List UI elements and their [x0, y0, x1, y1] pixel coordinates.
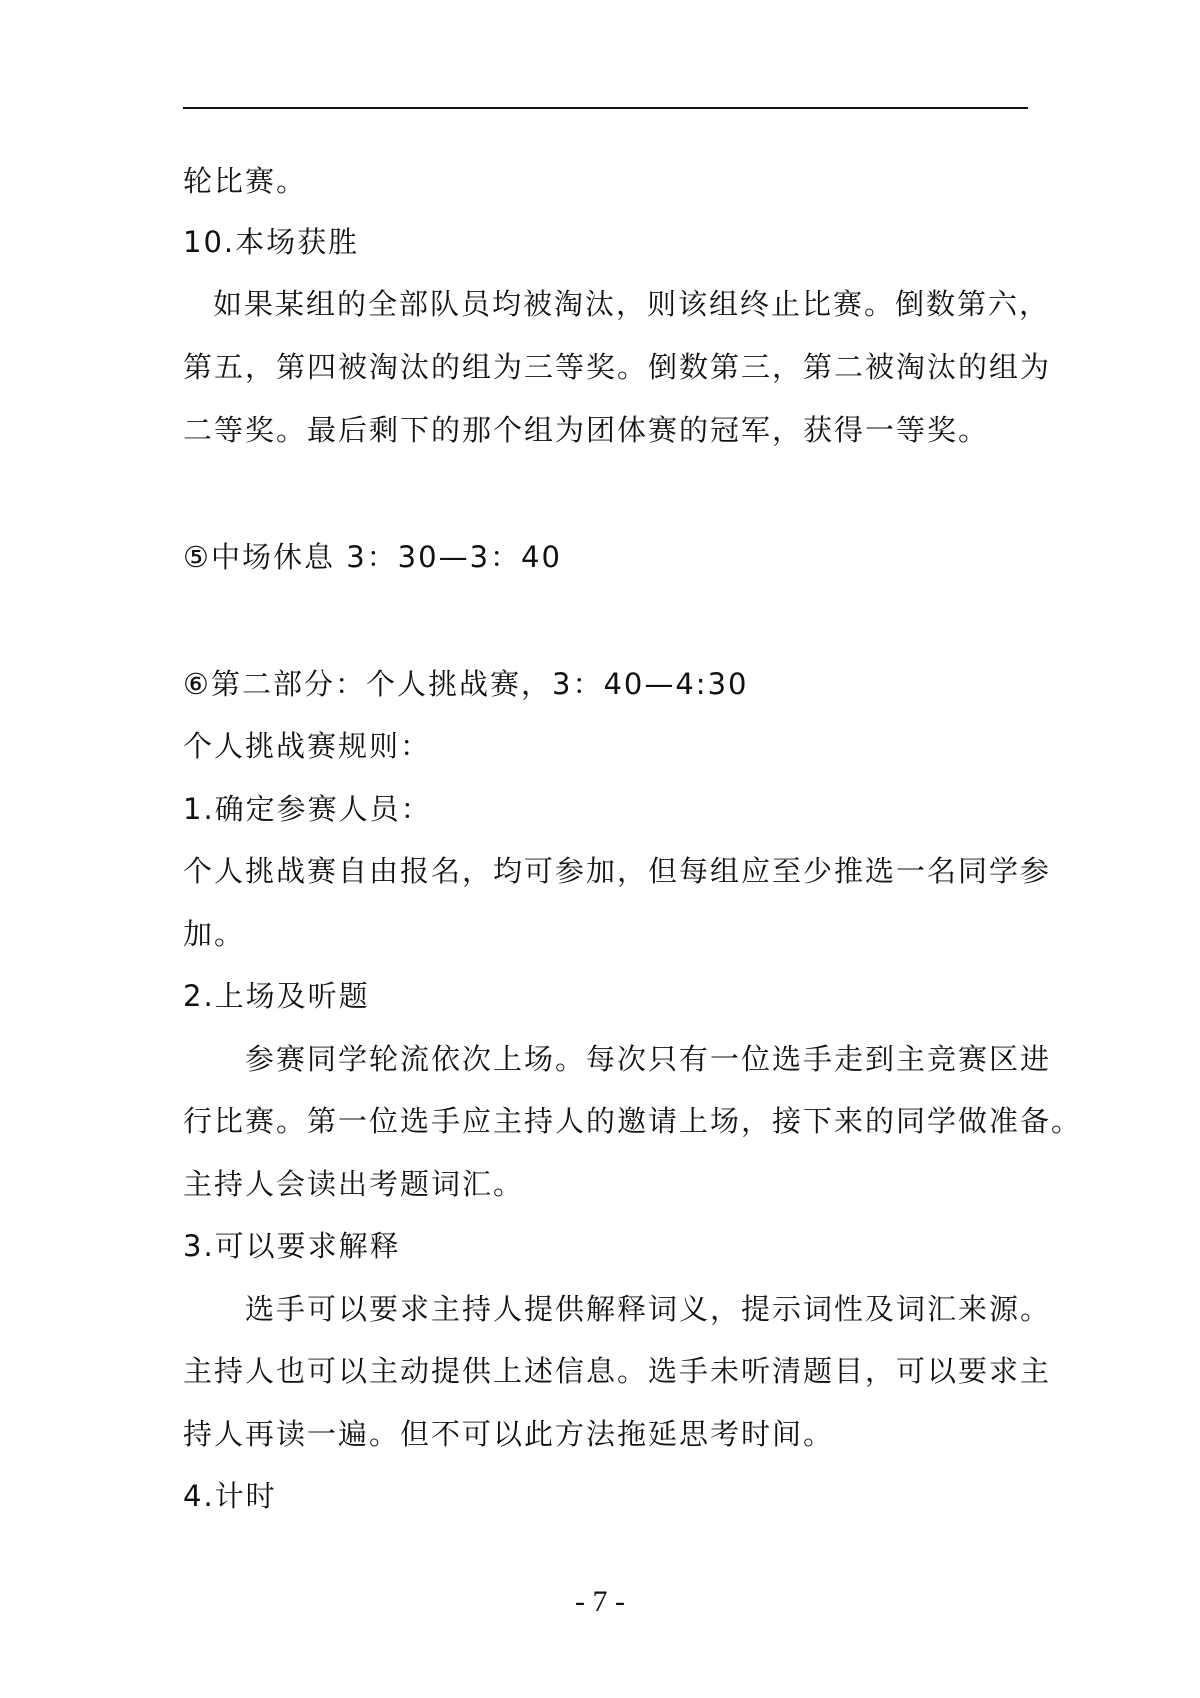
section-heading-2: 2.上场及听题: [183, 979, 370, 1013]
text-line: 加。: [183, 917, 246, 951]
text-line: 主持人会读出考题词汇。: [183, 1167, 525, 1201]
text-line: 第五，第四被淘汰的组为三等奖。倒数第三，第二被淘汰的组为: [183, 350, 1052, 384]
text-line: 选手可以要求主持人提供解释词义，提示词性及词汇来源。: [245, 1292, 1052, 1326]
text-line: 轮比赛。: [183, 164, 308, 198]
text-line: 如果某组的全部队员均被淘汰，则该组终止比赛。倒数第六，: [213, 287, 1051, 321]
text-line: 二等奖。最后剩下的那个组为团体赛的冠军，获得一等奖。: [183, 413, 990, 447]
section-heading-10: 10.本场获胜: [183, 225, 360, 259]
text-line: 个人挑战赛自由报名，均可参加，但每组应至少推选一名同学参: [183, 854, 1052, 888]
section-heading-part-two: ⑥第二部分：个人挑战赛，3：40—4:30: [183, 667, 749, 701]
header-rule: [183, 107, 1028, 109]
section-heading-4: 4.计时: [183, 1479, 277, 1513]
section-heading-break: ⑤中场休息 3：30—3：40: [183, 540, 562, 574]
rules-heading: 个人挑战赛规则：: [183, 729, 432, 763]
text-line: 行比赛。第一位选手应主持人的邀请上场，接下来的同学做准备。: [183, 1104, 1083, 1138]
text-line: 持人再读一遍。但不可以此方法拖延思考时间。: [183, 1417, 835, 1451]
page-number: - 7 -: [575, 1585, 625, 1618]
text-line: 主持人也可以主动提供上述信息。选手未听清题目，可以要求主: [183, 1354, 1052, 1388]
section-heading-1: 1.确定参赛人员：: [183, 792, 432, 826]
text-line: 参赛同学轮流依次上场。每次只有一位选手走到主竞赛区进: [245, 1042, 1052, 1076]
section-heading-3: 3.可以要求解释: [183, 1229, 401, 1263]
